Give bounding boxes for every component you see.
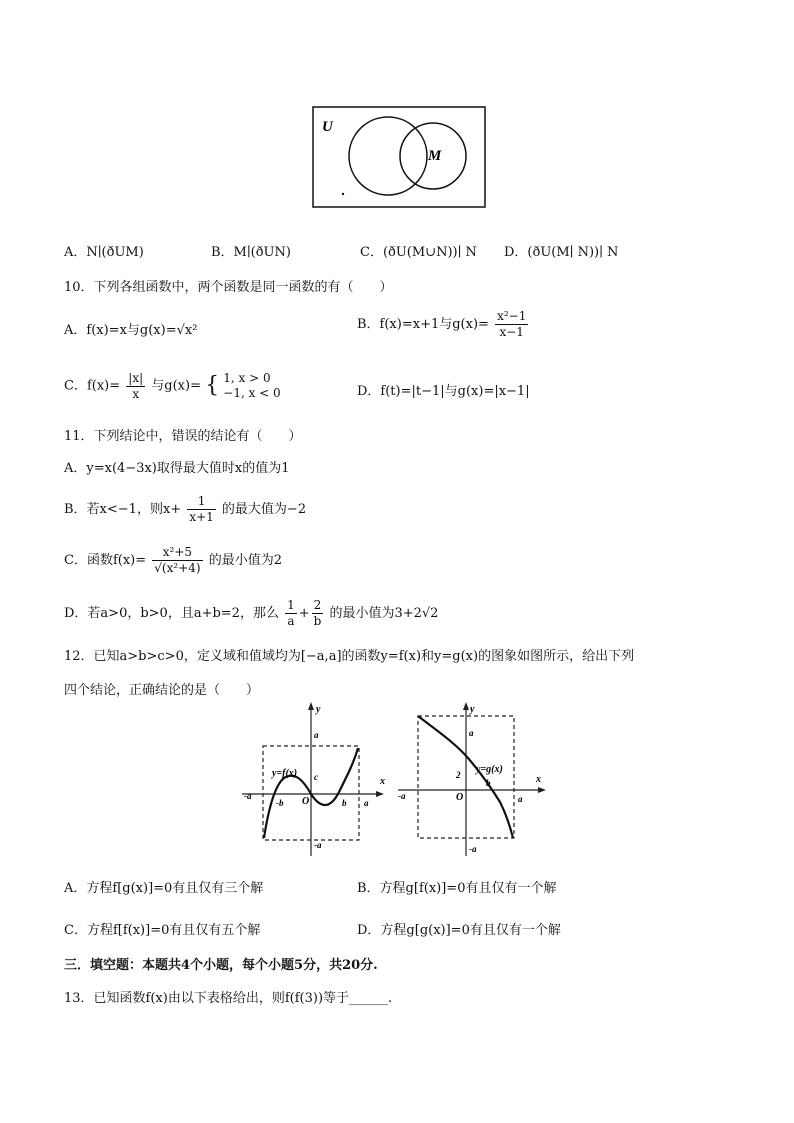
q10-c-left: C．f(x)=: [64, 378, 121, 394]
universe-label: U: [322, 119, 333, 135]
svg-text:2: 2: [456, 770, 461, 780]
q11-c-left: C．函数f(x)=: [64, 553, 147, 568]
q11-d-right: 的最小值为3+2√2: [329, 606, 439, 621]
q11-c-fraction: [152, 545, 202, 576]
q10-option-a: A．f(x)=x与g(x)=√x²: [64, 323, 198, 338]
q10-c-case1: 1, x > 0: [223, 371, 271, 385]
graph-f-tick-a: a: [364, 798, 369, 808]
graph-g-tick-a: a: [518, 794, 523, 804]
q10-c-mid: 与g(x)=: [151, 378, 201, 394]
graph-f-y-label: y: [316, 704, 321, 715]
q10-b-fraction: [495, 309, 528, 340]
q11-b-fraction: [187, 494, 215, 525]
q11-d-den2: b: [313, 614, 322, 628]
q12-stem-line2: 四个结论，正确结论的是（ ）: [64, 683, 260, 698]
q11-d-num2: 2: [312, 598, 324, 614]
graph-f-origin: O: [302, 796, 310, 807]
q11-c-den: √(x²+4): [154, 561, 201, 575]
graph-g-y-label: y: [470, 704, 475, 715]
q10-c-cases: [223, 371, 280, 401]
q11-d-num1: 1: [287, 598, 295, 612]
q10-b-num: x²−1: [497, 309, 527, 323]
q10-option-d: D．f(t)=|t−1|与g(x)=|x−1|: [357, 384, 530, 399]
graph-f-tick-neg-b: -b: [276, 798, 284, 808]
q10-stem: 10．下列各组函数中，两个函数是同一函数的有（ ）: [64, 280, 393, 295]
graph-g-tick-b: b: [486, 778, 491, 788]
q11-option-b: [64, 494, 306, 525]
graph-g-x-label: x: [536, 774, 541, 785]
q10-option-c: [64, 369, 281, 403]
graph-f-x-label: x: [380, 776, 385, 787]
graph-f: [238, 702, 386, 858]
q11-c-right: 的最小值为2: [208, 553, 282, 568]
q11-c-num: x²+5: [152, 545, 202, 561]
q10-c-case2: −1, x < 0: [223, 386, 281, 400]
set-m-label: M: [428, 148, 442, 164]
q11-d-den1: a: [287, 614, 295, 628]
q10-c-num: |x|: [128, 370, 144, 385]
set-n-label: N: [372, 148, 383, 164]
section3-heading: 三．填空题：本题共4个小题，每个小题5分，共20分.: [64, 958, 378, 973]
graph-g-origin: O: [456, 792, 464, 803]
q11-option-d: [64, 598, 438, 629]
q11-b-left: B．若x<−1，则x+: [64, 502, 182, 517]
q9-option-c: C．(ðU(M∪N))∣ N: [360, 245, 477, 260]
q10-b-left: B．f(x)=x+1与g(x)=: [357, 317, 489, 332]
q10-c-den: x: [132, 386, 140, 401]
graph-f-tick-y-neg-a: -a: [314, 840, 322, 850]
graph-f-tick-y-a: a: [314, 730, 319, 740]
q9-option-d: D．(ðU(M∣ N))∣ N: [504, 245, 619, 260]
graph-f-tick-b: b: [342, 798, 347, 808]
graph-g-tick-neg-a: -a: [398, 791, 406, 801]
q9-option-a: A．N∣(ðUM): [64, 245, 144, 260]
q11-d-left: D．若a>0，b>0，且a+b=2，那么: [64, 606, 279, 621]
q12-option-c: C．方程f[f(x)]=0有且仅有五个解: [64, 923, 261, 938]
q11-b-right: 的最大值为−2: [221, 502, 307, 517]
graph-g-curve-label: y=g(x): [476, 764, 503, 775]
q11-option-a: A．y=x(4−3x)取得最大值时x的值为1: [64, 461, 290, 476]
q11-d-fraction-2: [312, 598, 324, 629]
q11-stem: 11．下列结论中，错误的结论有（ ）: [64, 429, 302, 444]
venn-diagram: [310, 104, 488, 210]
graph-g: [396, 702, 548, 858]
q11-b-den: x+1: [189, 510, 214, 524]
q11-d-fraction-1: [285, 598, 297, 629]
q10-option-b: [357, 309, 530, 340]
q13-stem: 13．已知函数f(x)由以下表格给出，则f(f(3))等于______.: [64, 991, 393, 1006]
q10-b-den: x−1: [499, 325, 524, 339]
graph-f-curve-label: y=f(x): [272, 768, 298, 779]
graph-g-tick-y-neg-a: -a: [469, 844, 477, 854]
q12-option-a: A．方程f[g(x)]=0有且仅有三个解: [64, 881, 264, 896]
q12-stem-line1: 12．已知a>b>c>0，定义域和值域均为[−a,a]的函数y=f(x)和y=g(x)的图象如图所示，给出下列: [64, 649, 635, 664]
q11-option-c: [64, 545, 282, 576]
q10-c-fraction: [126, 371, 145, 402]
q12-option-d: D．方程g[g(x)]=0有且仅有一个解: [357, 923, 561, 938]
graph-f-tick-neg-a: -a: [244, 791, 252, 801]
q9-option-b: B．M∣(ðUN): [211, 245, 291, 260]
graph-f-tick-c: c: [314, 772, 318, 782]
q12-option-b: B．方程g[f(x)]=0有且仅有一个解: [357, 881, 557, 896]
q11-b-num: 1: [187, 494, 215, 510]
graph-g-tick-y-a: a: [469, 728, 474, 738]
q11-d-plus: +: [298, 606, 310, 621]
universe-rect: [313, 107, 485, 207]
q10-c-brace: {: [205, 373, 220, 398]
